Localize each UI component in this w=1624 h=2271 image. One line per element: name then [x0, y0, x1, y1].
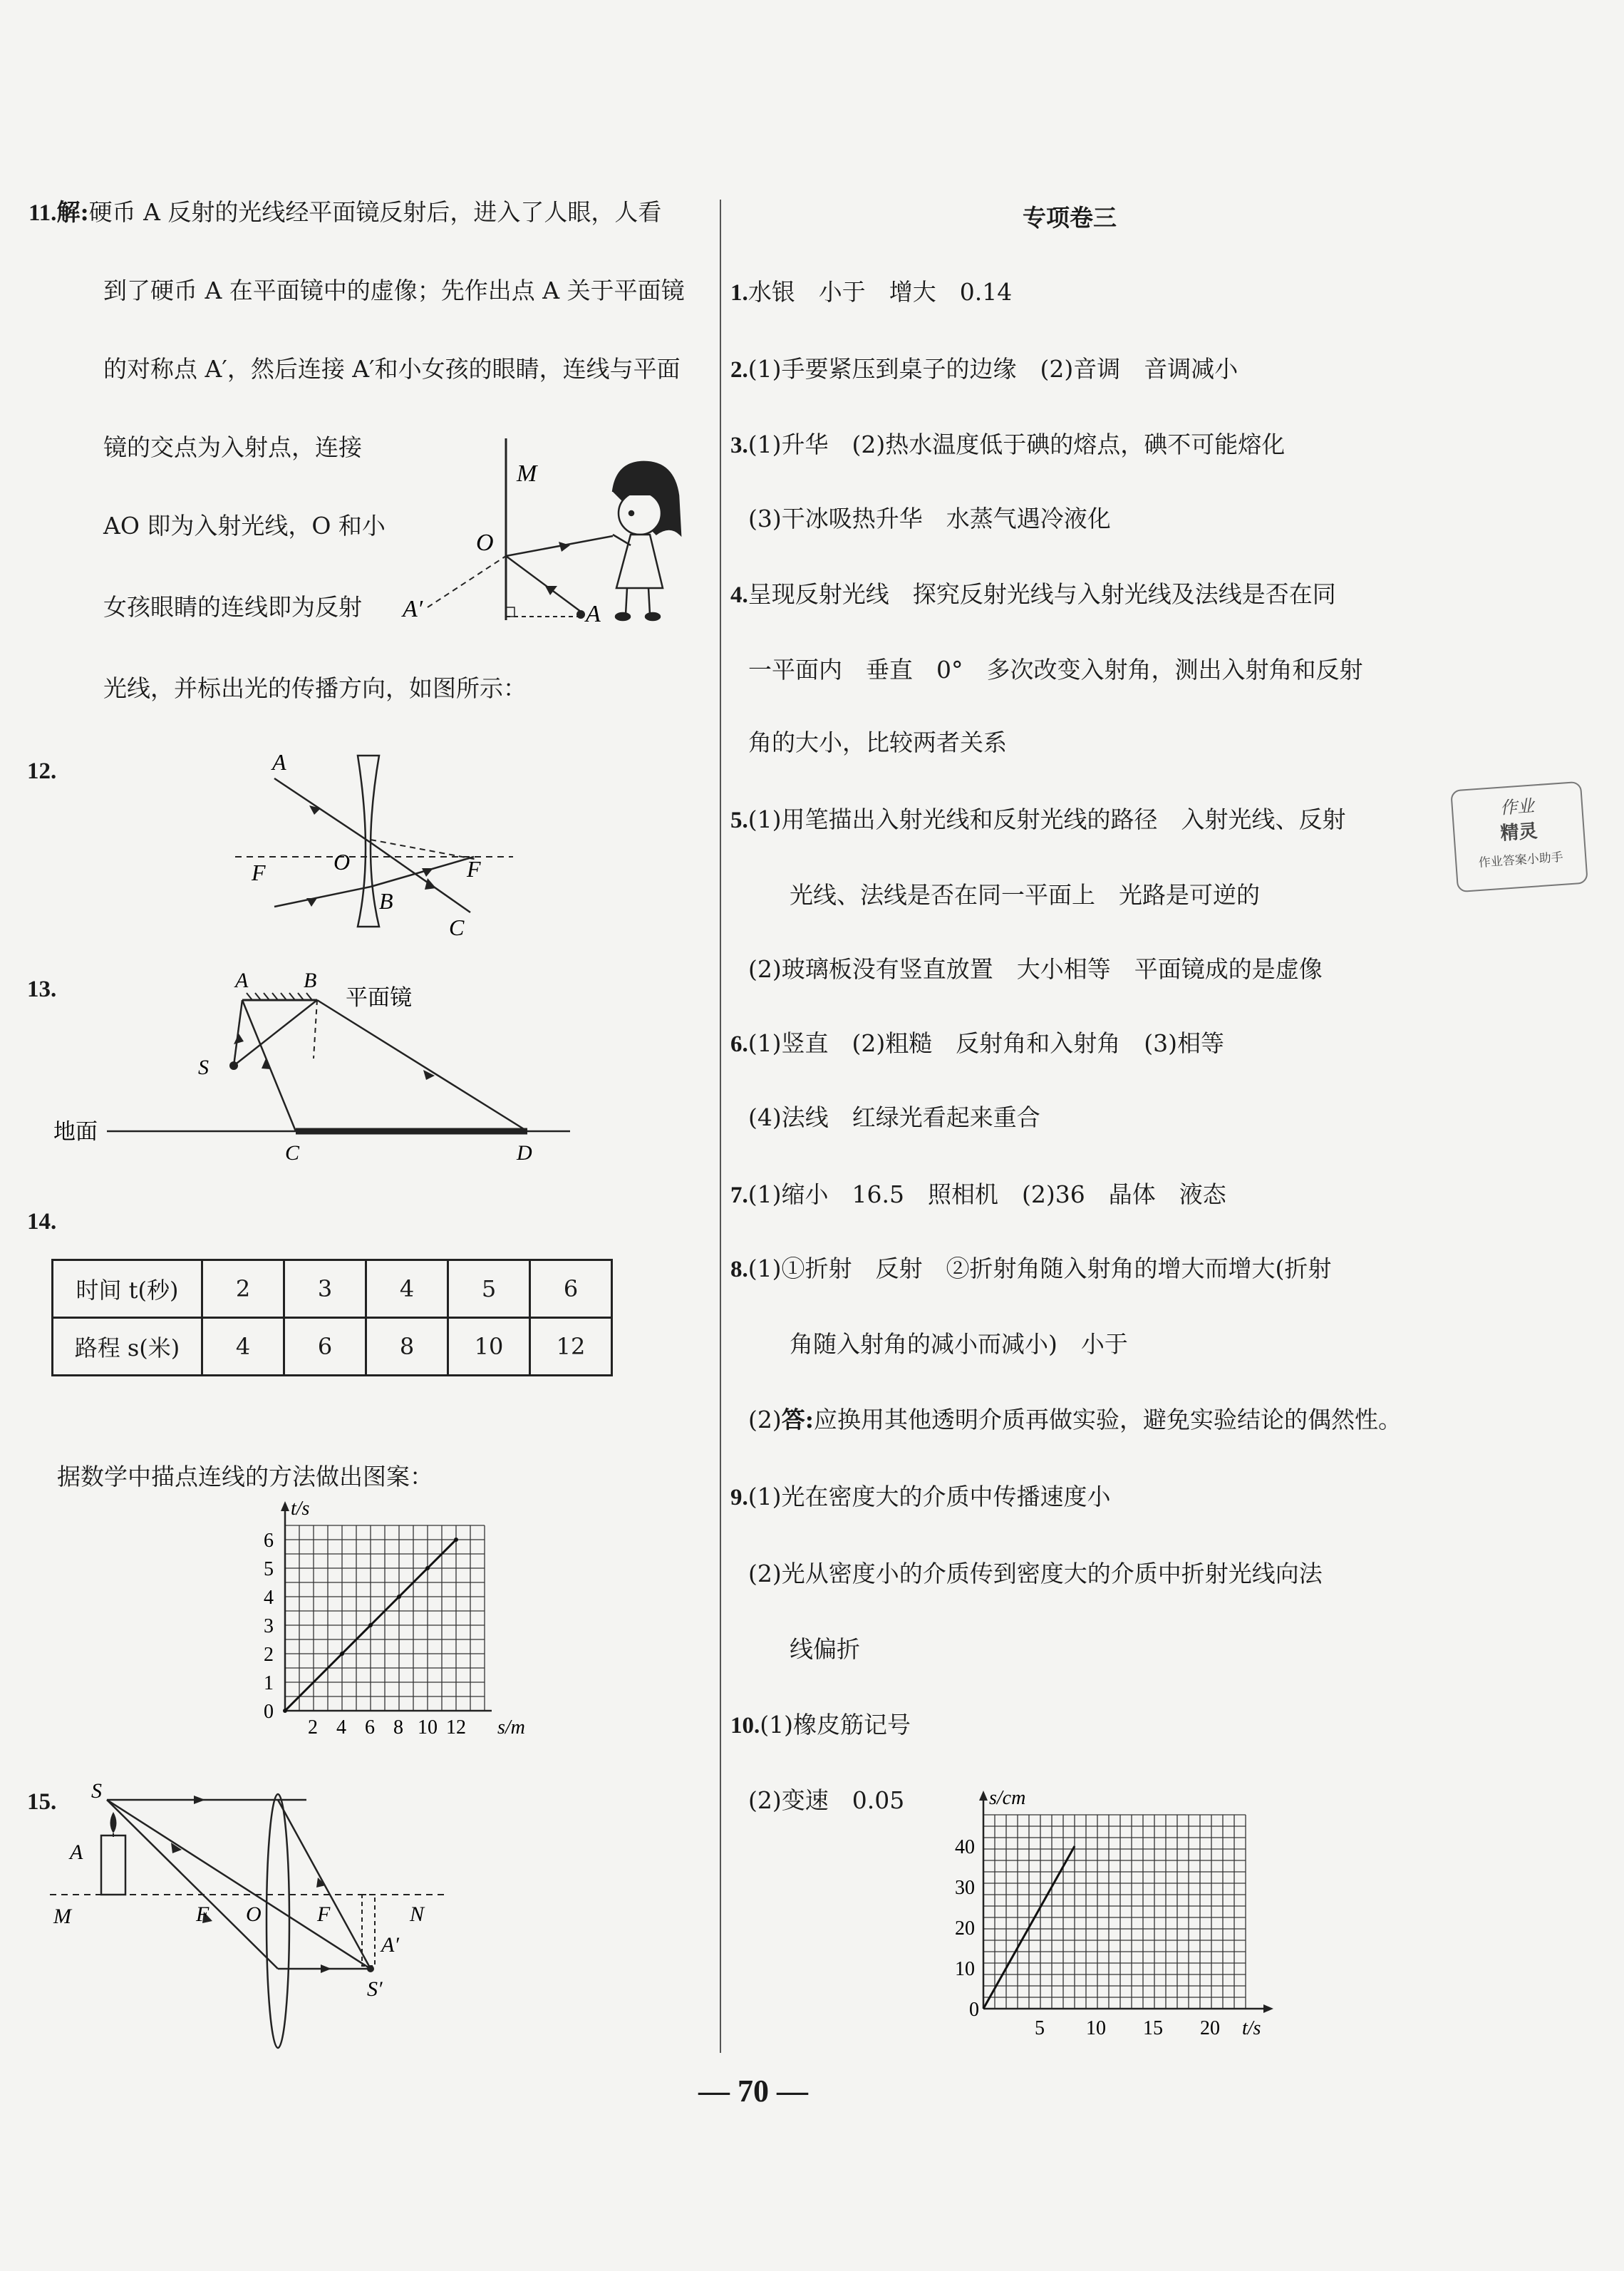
- label-M: M: [517, 460, 537, 487]
- r-q8: [730, 1255, 1331, 1284]
- data-point: [425, 1566, 430, 1570]
- q11-text-1: 硬币 A 反射的光线经平面镜反射后，进入了人眼，人看: [88, 198, 662, 226]
- q12-number: 12.: [27, 758, 57, 784]
- r-q3: [730, 431, 1285, 460]
- label-A: A: [235, 969, 249, 992]
- origin-label: 0: [969, 1999, 979, 2021]
- q5-line2: 光线、法线是否在同一平面上 光路是可逆的: [790, 881, 1260, 909]
- label-A-prime: A′: [403, 596, 423, 622]
- r-q2: [730, 355, 1238, 384]
- label-mirror: 平面镜: [346, 985, 412, 1010]
- q8-l3-pre: (2): [748, 1406, 782, 1433]
- y-tick-label: 20: [955, 1917, 975, 1940]
- label-O: O: [476, 530, 494, 556]
- q13-number: 13.: [27, 977, 57, 1002]
- q5-line3: (2)玻璃板没有竖直放置 大小相等 平面镜成的是虚像: [748, 955, 1323, 983]
- app-stamp: [1450, 781, 1588, 892]
- r-q6: [730, 1029, 1224, 1059]
- x-axis-arrow: [1263, 2004, 1273, 2013]
- label-N: N: [410, 1902, 425, 1926]
- y-tick-label: 2: [264, 1644, 274, 1666]
- label-F-left: F: [196, 1902, 210, 1926]
- x-tick-label: 20: [1200, 2017, 1220, 2039]
- candle: [101, 1835, 125, 1895]
- y-tick-label: 30: [955, 1877, 975, 1899]
- q11-line2: 到了硬币 A 在平面镜中的虚像；先作出点 A 关于平面镜: [103, 277, 685, 304]
- q3-text: (1)升华 (2)热水温度低于碘的熔点，碘不可能熔化: [748, 431, 1286, 458]
- y-tick-label: 10: [955, 1958, 975, 1980]
- q14-caption: 据数学中描点连线的方法做出图案：: [57, 1463, 433, 1490]
- label-S: S: [198, 1056, 209, 1079]
- table-row: [53, 1260, 612, 1318]
- y-axis-arrow: [281, 1501, 289, 1511]
- table-cell: 12: [530, 1318, 612, 1376]
- q5-number: 5.: [730, 808, 748, 833]
- x-tick-label: 10: [418, 1716, 438, 1739]
- girl-illustration: [613, 462, 681, 620]
- y-tick-label: 0: [264, 1701, 274, 1723]
- q4-number: 4.: [730, 582, 748, 608]
- incident-ray: [506, 556, 581, 612]
- q10-st-chart: [933, 1782, 1290, 2046]
- x-axis-label: s/m: [497, 1716, 525, 1739]
- q14-ts-chart: [242, 1498, 525, 1739]
- page-number: — 70 —: [698, 2074, 808, 2108]
- q13-mirror-figure: [50, 966, 591, 1180]
- section-title: 专项卷三: [1023, 204, 1117, 232]
- y-tick-label: 5: [264, 1558, 274, 1580]
- y-tick-label: 4: [264, 1587, 274, 1609]
- q8-line2: 角随入射角的减小而减小) 小于: [790, 1330, 1128, 1358]
- table-cell: 5: [448, 1260, 530, 1318]
- y-tick-label: 3: [264, 1615, 274, 1637]
- label-B: B: [379, 888, 393, 914]
- q1-number: 1.: [730, 280, 748, 306]
- q6-text: (1)竖直 (2)粗糙 反射角和入射角 (3)相等: [748, 1029, 1224, 1057]
- convex-lens: [267, 1794, 289, 2048]
- q11-line1: [29, 198, 661, 227]
- x-tick-label: 12: [446, 1716, 466, 1739]
- data-point: [397, 1595, 401, 1599]
- q10-number: 10.: [730, 1713, 760, 1739]
- x-axis-label: t/s: [1242, 2017, 1261, 2039]
- label-M: M: [53, 1905, 71, 1928]
- x-tick-label: 8: [393, 1716, 403, 1739]
- table-cell: 6: [284, 1318, 366, 1376]
- label-ground: 地面: [53, 1119, 98, 1144]
- q9-number: 9.: [730, 1485, 748, 1510]
- data-point: [454, 1538, 458, 1542]
- table-header-time: 时间 t(秒): [53, 1260, 202, 1318]
- x-tick-label: 10: [1086, 2017, 1106, 2039]
- stamp-top: 作业: [1499, 795, 1535, 818]
- stamp-mid: 精灵: [1499, 820, 1538, 845]
- q8-number: 8.: [730, 1257, 748, 1282]
- q2-number: 2.: [730, 357, 748, 383]
- r-q4: [730, 580, 1336, 609]
- x-tick-label: 6: [365, 1716, 375, 1739]
- y-tick-label: 1: [264, 1672, 274, 1694]
- table-cell: 6: [530, 1260, 612, 1318]
- q11-mirror-figure: [399, 428, 698, 642]
- q8-text: (1)①折射 反射 ②折射角随入射角的增大而增大(折射: [748, 1255, 1332, 1282]
- label-F-left: F: [252, 860, 266, 885]
- q11-line4: 镜的交点为入射点，连接: [103, 433, 362, 461]
- x-tick-label: 4: [336, 1716, 346, 1739]
- q7-number: 7.: [730, 1183, 748, 1208]
- q4-text: 呈现反射光线 探究反射光线与入射光线及法线是否在同: [748, 580, 1336, 608]
- q5-text: (1)用笔描出入射光线和反射光线的路径 入射光线、反射: [748, 805, 1346, 833]
- data-point: [340, 1652, 344, 1656]
- label-C: C: [449, 915, 465, 940]
- y-axis-arrow: [979, 1791, 988, 1801]
- label-O: O: [333, 849, 351, 875]
- y-tick-label: 40: [955, 1836, 975, 1858]
- label-F-right: F: [467, 856, 481, 882]
- q4-line3: 角的大小，比较两者关系: [748, 728, 1007, 756]
- label-A: A: [586, 601, 601, 627]
- label-C: C: [285, 1141, 300, 1165]
- reflected-ray: [506, 536, 613, 556]
- label-D: D: [517, 1141, 532, 1165]
- table-cell: 4: [202, 1318, 284, 1376]
- data-point: [368, 1623, 373, 1627]
- q9-line3: 线偏折: [790, 1635, 860, 1663]
- r-q5: [730, 805, 1346, 835]
- label-O: O: [246, 1902, 262, 1926]
- q15-number: 15.: [27, 1789, 57, 1815]
- q9-line2: (2)光从密度小的介质传到密度大的介质中折射光线向法: [748, 1560, 1323, 1587]
- stamp-bottom: 作业答案小助手: [1478, 850, 1564, 871]
- table-header-distance: 路程 s(米): [53, 1318, 202, 1376]
- table-cell: 10: [448, 1318, 530, 1376]
- x-tick-label: 15: [1143, 2017, 1163, 2039]
- table-cell: 2: [202, 1260, 284, 1318]
- q12-lens-figure: [221, 748, 520, 948]
- r-q9: [730, 1483, 1111, 1512]
- q3-line2: (3)干冰吸热升华 水蒸气遇冷液化: [748, 505, 1111, 532]
- table-cell: 3: [284, 1260, 366, 1318]
- r-q7: [730, 1180, 1226, 1210]
- q11-number: 11.: [29, 200, 57, 226]
- q10-text: (1)橡皮筋记号: [760, 1711, 911, 1739]
- x-tick-label: 2: [308, 1716, 318, 1739]
- q11-line7: 光线，并标出光的传播方向，如图所示：: [103, 674, 527, 702]
- q1-text: 水银 小于 增大 0.14: [748, 278, 1013, 306]
- q3-number: 3.: [730, 433, 748, 458]
- q6-number: 6.: [730, 1031, 748, 1057]
- q11-line3: 的对称点 A′，然后连接 A′和小女孩的眼睛，连线与平面: [103, 355, 681, 383]
- q14-table: [51, 1259, 613, 1376]
- label-A: A: [70, 1840, 83, 1864]
- q8-l3-text: 应换用其他透明介质再做实验，避免实验结论的偶然性。: [813, 1406, 1402, 1433]
- label-S-prime: S′: [367, 1977, 383, 2001]
- q4-line2: 一平面内 垂直 0° 多次改变入射角，测出入射角和反射: [748, 656, 1363, 684]
- q10-line2: (2)变速 0.05: [748, 1786, 905, 1814]
- q8-answer-label: 答:: [781, 1406, 814, 1433]
- q8-line3: [748, 1406, 1402, 1434]
- label-B: B: [304, 969, 317, 992]
- r-q10: [730, 1711, 911, 1740]
- q11-bold: 解:: [56, 198, 89, 226]
- label-S: S: [91, 1779, 102, 1803]
- table-cell: 4: [366, 1260, 448, 1318]
- q15-convex-lens-figure: [43, 1779, 456, 2046]
- y-tick-label: 6: [264, 1530, 274, 1552]
- label-A-prime: A′: [381, 1933, 399, 1957]
- q2-text: (1)手要紧压到桌子的边缘 (2)音调 音调减小: [748, 355, 1238, 383]
- q7-text: (1)缩小 16.5 照相机 (2)36 晶体 液态: [748, 1180, 1226, 1208]
- x-tick-label: 5: [1035, 2017, 1045, 2039]
- y-axis-label: t/s: [291, 1498, 310, 1520]
- table-cell: 8: [366, 1318, 448, 1376]
- table-row: [53, 1318, 612, 1376]
- y-axis-label: s/cm: [989, 1787, 1026, 1809]
- q6-line2: (4)法线 红绿光看起来重合: [748, 1103, 1040, 1131]
- label-A: A: [272, 749, 286, 775]
- r-q1: [730, 278, 1012, 307]
- column-divider: [720, 200, 721, 2053]
- label-F-right: F: [317, 1902, 331, 1926]
- q11-line6: 女孩眼睛的连线即为反射: [103, 593, 362, 621]
- q11-line5: AO 即为入射光线，O 和小: [103, 512, 386, 540]
- q14-number: 14.: [27, 1209, 57, 1235]
- q9-text: (1)光在密度大的介质中传播速度小: [748, 1483, 1111, 1510]
- data-point: [283, 1709, 287, 1713]
- refracted-ray-b: [371, 857, 474, 887]
